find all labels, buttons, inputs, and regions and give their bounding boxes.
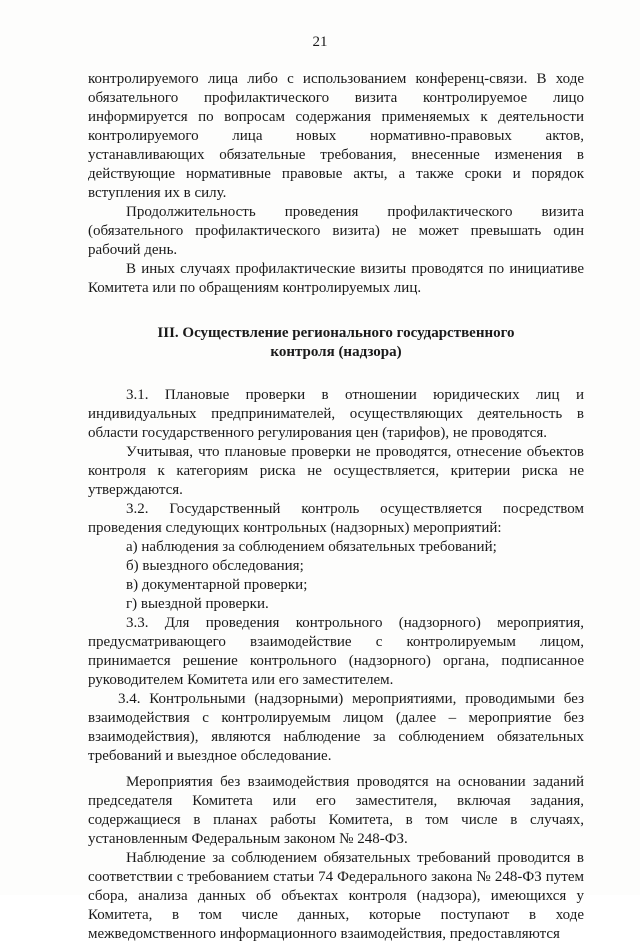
paragraph-observation: Наблюдение за соблюдением обязательных требований проводится в соответствии с требованием статьи 74 Федерального закона № 248-ФЗ путем сбора, анализа данных об объектах контроля (надзора), имеющихся у Комитета, в том числе данных, которые поступают в ходе межведомственного информационного взаимодействия, предоставляются [88,850,584,942]
page-number: 21 [312,34,328,50]
list-item-a: а) наблюдения за соблюдением обязательных требований; [126,539,497,555]
paragraph-3-4: 3.4. Контрольными (надзорными) мероприятиями, проводимыми без взаимодействия с контролируемым лицом (далее – мероприятие без взаимодействия), являются наблюдение за соблюдением обязательных требований и выездное обследование. [88,691,584,764]
paragraph-other-visits: В иных случаях профилактические визиты проводятся по инициативе Комитета или по обращениям контролируемых лиц. [88,261,584,296]
section-heading-line-2: контроля (надзора) [270,344,402,360]
list-item-d: г) выездной проверки. [126,596,269,612]
paragraph-3-2: 3.2. Государственный контроль осуществляется посредством проведения следующих контрольных (надзорных) мероприятий: [88,501,584,536]
list-item-b: б) выездного обследования; [126,558,304,574]
paragraph-risk-categories: Учитывая, что плановые проверки не проводятся, отнесение объектов контроля к категориям риска не осуществляется, критерии риска не утверждаются. [88,444,584,498]
document-body [88,70,584,944]
paragraph-3-1: 3.1. Плановые проверки в отношении юридических лиц и индивидуальных предпринимателей, осуществляющих деятельность в области государственного регулирования цен (тарифов), не проводятся. [88,387,584,441]
paragraph-visit-duration: Продолжительность проведения профилактического визита (обязательного профилактического визита) не может превышать один рабочий день. [88,204,584,258]
paragraph-no-interaction-basis: Мероприятия без взаимодействия проводятся на основании заданий председателя Комитета или его заместителя, включая задания, содержащиеся в планах работы Комитета, в том числе в случаях, установленным Федеральным законом № 248-ФЗ. [88,774,584,847]
section-heading-line-1: III. Осуществление регионального государственного [157,325,515,341]
paragraph-3-3: 3.3. Для проведения контрольного (надзорного) мероприятия, предусматривающего взаимодействие с контролируемым лицом, принимается решение контрольного (надзорного) органа, подписанное руководителем Комитета или его заместителем. [88,615,584,688]
paragraph-visit-info: контролируемого лица либо с использованием конференц-связи. В ходе обязательного профилактического визита контролируемое лицо информируется по вопросам содержания применяемых к деятельности контролируемого лица новых нормативно-правовых актов, устанавливающих обязательные требования, внесенные изменения в действующие нормативные правовые акты, а также сроки и порядок вступления их в силу. [88,71,584,201]
list-item-c: в) документарной проверки; [126,577,308,593]
